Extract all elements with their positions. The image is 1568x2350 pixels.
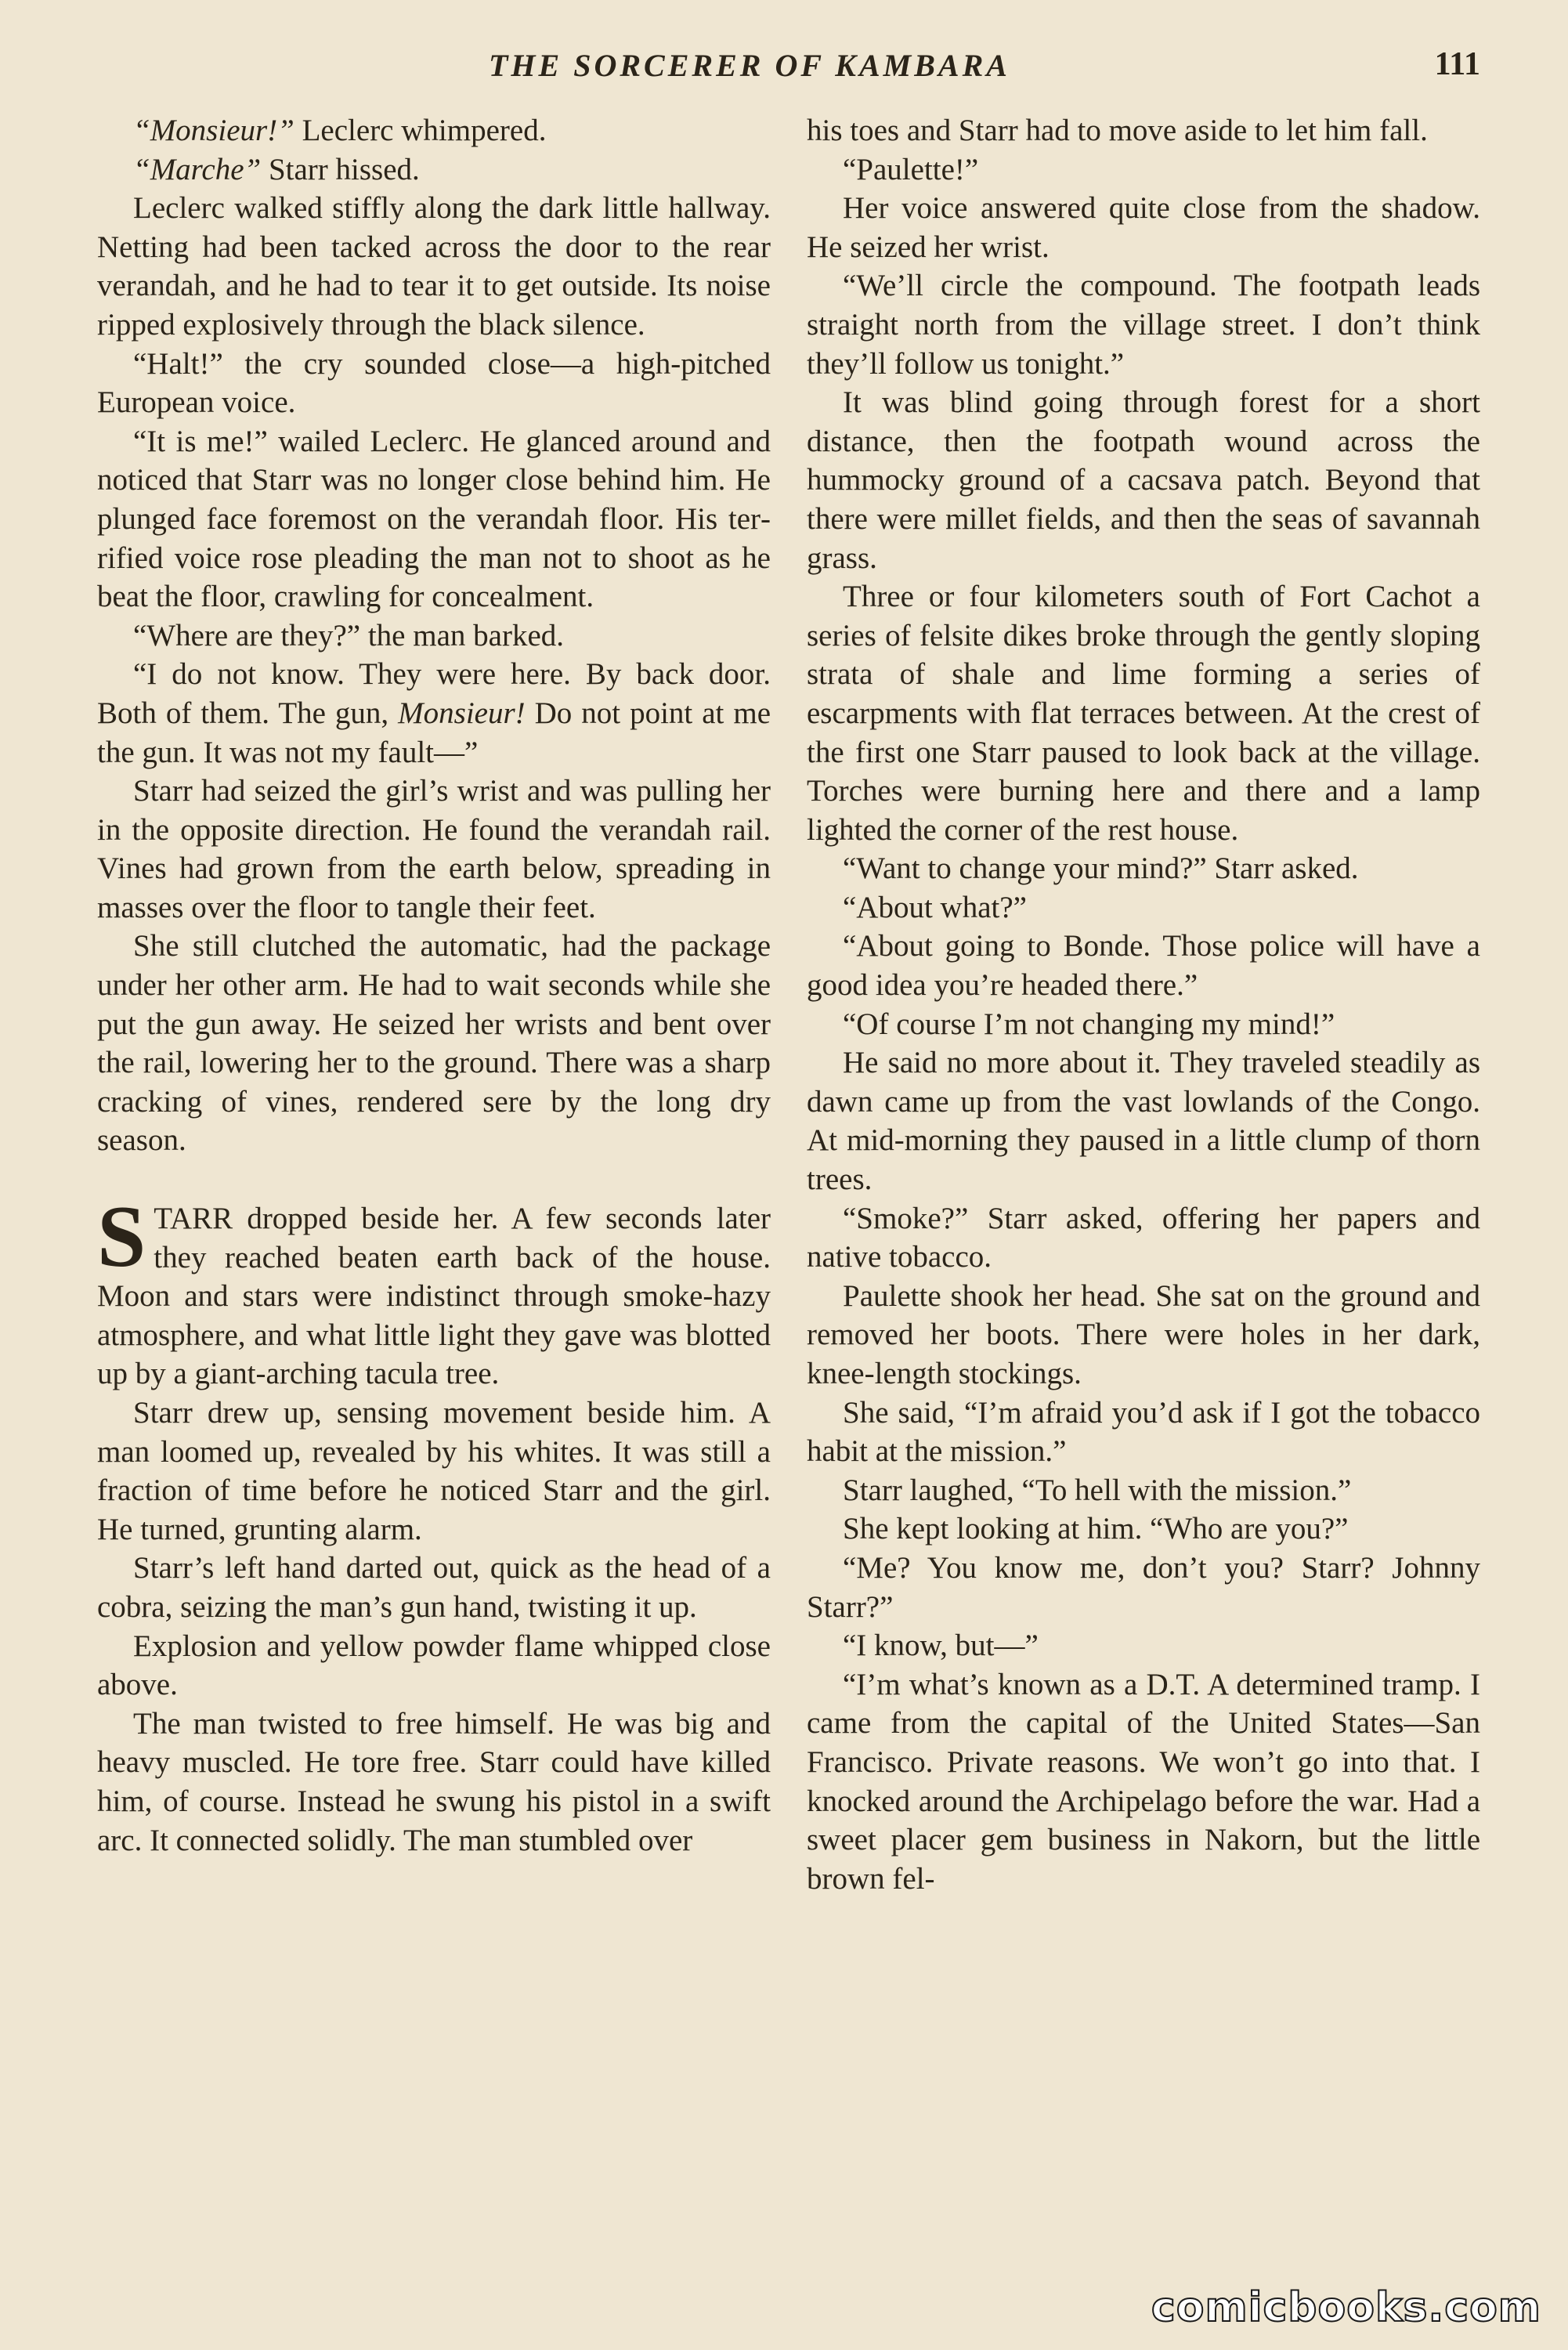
text-columns (97, 111, 1480, 1898)
paragraph: Explosion and yellow powder flame whipped close above. (97, 1629, 771, 1702)
paragraph: Three or four kilometers south of Fort Cachot a series of felsite dikes broke through the gently sloping strata of shale and lime forming a series of escarpments with flat terraces between. At the crest of the first one Starr paused to look back at the village. Torches were burning here and there and a lamp lighted the corner of the rest house. (807, 580, 1480, 847)
paragraph: Paulette shook her head. She sat on the ground and removed her boots. There were holes in her dark, knee-length stockings. (807, 1278, 1480, 1390)
paragraph: “Where are they?” the man barked. (133, 618, 564, 653)
paragraph: She said, “I’m afraid you’d ask if I got the tobacco habit at the mission.” (807, 1395, 1480, 1469)
paragraph: “About what?” (843, 890, 1027, 924)
paragraph: “I know, but—” (843, 1629, 1039, 1663)
paragraph: “Halt!” the cry sounded close—a high-pitched European voice. (97, 346, 771, 420)
paragraph: “About going to Bonde. Those police will have a good idea you’re headed there.” (807, 929, 1480, 1003)
paragraph: “Want to change your mind?” Starr asked. (843, 851, 1359, 886)
paragraph: Leclerc walked stiffly along the dark little hallway. Netting had been tacked across the door to the rear verandah, and he had to tear it to get outside. Its noise ripped explosively through the black silence. (97, 191, 771, 342)
paragraph: his toes and Starr had to move aside to let him fall. (807, 114, 1428, 147)
paragraph: It was blind going through forest for a short distance, then the footpath wound across the hummocky ground of a cacsava patch. Beyond that there were millet fields, and then the seas of savannah grass. (807, 385, 1480, 575)
watermark-logo: comicbooks.com (1151, 2284, 1541, 2331)
paragraph: “I do not know. They were here. By back door. Both of them. The gun, Monsieur! Do not point at me the gun. It was not my fault—” (97, 657, 771, 769)
left-column (97, 111, 771, 1898)
paragraph: Starr’s left hand darted out, quick as the head of a cobra, seizing the man’s gun hand, twisting it up. (97, 1551, 771, 1624)
paragraph: “Me? You know me, don’t you? Starr? Johnny Starr?” (807, 1550, 1480, 1624)
paragraph: She still clutched the automatic, had the package under her other arm. He had to wait seconds while she put the gun away. He seized her wrists and bent over the rail, lowering her to the ground. There was a sharp cracking of vines, rendered sere by the long dry season. (97, 929, 771, 1158)
paragraph: “Of course I’m not changing my mind!” (843, 1007, 1335, 1041)
page-header (97, 41, 1480, 96)
paragraph: “I’m what’s known as a D.T. A determined tramp. I came from the capital of the United States—San Francisco. Private reasons. We won’t go into that. I knocked around the Archipelago before the war. Had a sweet placer gem business in Nakorn, but the little brown fel- (807, 1667, 1480, 1896)
paragraph: She kept looking at him. “Who are you?” (843, 1512, 1349, 1546)
paragraph: Her voice answered quite close from the shadow. He seized her wrist. (807, 191, 1480, 264)
paragraph: Starr drew up, sensing movement beside him. A man loomed up, revealed by his whites. It was still a fraction of time before he noticed Starr and the girl. He turned, grunting alarm. (97, 1396, 771, 1546)
paragraph: “Paulette!” (843, 152, 979, 186)
paragraph: Starr laughed, “To hell with the mission.” (843, 1473, 1352, 1507)
paragraph: The man twisted to free himself. He was big and heavy muscled. He tore free. Starr could have killed him, of course. Instead he swung his pistol in a swift arc. It connected solidly. The man stumbled over (97, 1706, 771, 1857)
paragraph: He said no more about it. They traveled steadily as dawn came up from the vast lowlands of the Congo. At mid-morning they paused in a little clump of thorn trees. (807, 1046, 1480, 1197)
paragraph: “Marche” Starr hissed. (133, 152, 420, 186)
right-column (807, 111, 1480, 1898)
paragraph: Starr had seized the girl’s wrist and was pulling her in the opposite direction. He found the verandah rail. Vines had grown from the earth below, spreading in masses over the floor to tangle their feet. (97, 774, 771, 924)
drop-cap: S (97, 1188, 146, 1286)
paragraph: “Smoke?” Starr asked, offering her papers and native tobacco. (807, 1201, 1480, 1274)
page-number: 111 (1434, 46, 1480, 82)
running-title: THE SORCERER OF KAMBARA (489, 48, 1010, 83)
paragraph: “Monsieur!” Leclerc whimpered. (133, 114, 547, 147)
paragraph: “It is me!” wailed Leclerc. He glanced around and noticed that Starr was no longer close behind him. He plunged face foremost on the verandah floor. His terrified voice rose pleading the man not to shoot as he beat the floor, crawling for concealment. (97, 424, 771, 614)
paragraph: STARR dropped beside her. A few seconds later they reached beaten earth back of the house. Moon and stars were indistinct through smoke-hazy atmosphere, and what little light they gave was blotted up by a giant-arching tacula tree. (97, 1188, 771, 1391)
paragraph: “We’ll circle the compound. The footpath leads straight north from the village street. I don’t think they’ll follow us tonight.” (807, 269, 1480, 381)
